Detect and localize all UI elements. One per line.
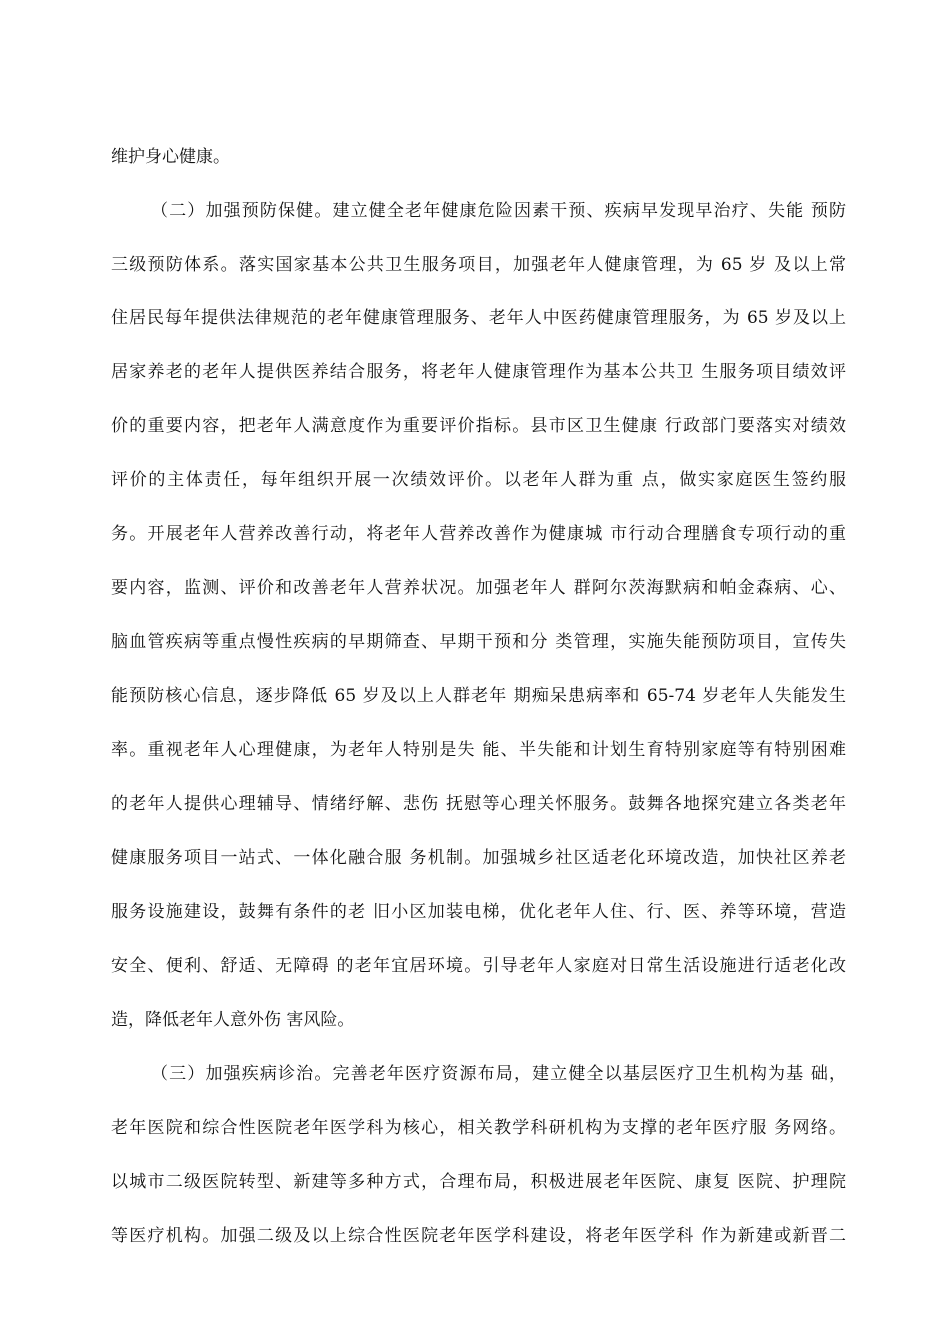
paragraph-2-line-14: 服务设施建设，鼓舞有条件的老 旧小区加装电梯，优化老年人住、行、医、养等环境，营造 bbox=[111, 902, 846, 922]
paragraph-2-line-6: 评价的主体责任，每年组织开展一次绩效评价。以老年人群为重 点，做实家庭医生签约服 bbox=[111, 470, 846, 490]
paragraph-2-line-8: 要内容，监测、评价和改善老年人营养状况。加强老年人 群阿尔茨海默病和帕金森病、心、 bbox=[111, 578, 846, 598]
paragraph-2-line-4: 居家养老的老年人提供医养结合服务，将老年人健康管理作为基本公共卫 生服务项目绩效评 bbox=[111, 362, 846, 382]
paragraph-2-line-2: 三级预防体系。落实国家基本公共卫生服务项目，加强老年人健康管理，为 65 岁 及以上常 bbox=[111, 255, 846, 275]
paragraph-3-line-1: （三）加强疾病诊治。完善老年医疗资源布局，建立健全以基层医疗卫生机构为基 础， bbox=[151, 1064, 846, 1084]
paragraph-1-line-1: 维护身心健康。 bbox=[111, 147, 230, 167]
paragraph-3-line-4: 等医疗机构。加强二级及以上综合性医院老年医学科建设，将老年医学科 作为新建或新晋二 bbox=[111, 1226, 846, 1246]
paragraph-2-line-11: 率。重视老年人心理健康，为老年人特别是失 能、半失能和计划生育特别家庭等有特别困难 bbox=[111, 740, 846, 760]
paragraph-2-line-16: 造，降低老年人意外伤 害风险。 bbox=[111, 1010, 355, 1030]
paragraph-2-line-15: 安全、便利、舒适、无障碍 的老年宜居环境。引导老年人家庭对日常生活设施进行适老化改 bbox=[111, 956, 846, 976]
paragraph-2-line-5: 价的重要内容，把老年人满意度作为重要评价指标。县市区卫生健康 行政部门要落实对绩效 bbox=[111, 416, 846, 436]
paragraph-2-line-3: 住居民每年提供法律规范的老年健康管理服务、老年人中医药健康管理服务，为 65 岁及以上 bbox=[111, 308, 846, 328]
paragraph-2-line-1: （二）加强预防保健。建立健全老年健康危险因素干预、疾病早发现早治疗、失能 预防 bbox=[151, 201, 846, 221]
paragraph-2-line-12: 的老年人提供心理辅导、情绪纾解、悲伤 抚慰等心理关怀服务。鼓舞各地探究建立各类老年 bbox=[111, 794, 846, 814]
paragraph-2-line-7: 务。开展老年人营养改善行动，将老年人营养改善作为健康城 市行动合理膳食专项行动的重 bbox=[111, 524, 846, 544]
paragraph-3-line-2: 老年医院和综合性医院老年医学科为核心，相关教学科研机构为支撑的老年医疗服 务网络。 bbox=[111, 1118, 846, 1138]
paragraph-2-line-10: 能预防核心信息，逐步降低 65 岁及以上人群老年 期痴呆患病率和 65-74 岁老年人失能发生 bbox=[111, 686, 846, 706]
paragraph-2-line-13: 健康服务项目一站式、一体化融合服 务机制。加强城乡社区适老化环境改造，加快社区养老 bbox=[111, 848, 846, 868]
paragraph-3-line-3: 以城市二级医院转型、新建等多种方式，合理布局，积极进展老年医院、康复 医院、护理院 bbox=[111, 1172, 846, 1192]
paragraph-2-line-9: 脑血管疾病等重点慢性疾病的早期筛查、早期干预和分 类管理，实施失能预防项目，宣传失 bbox=[111, 632, 846, 652]
